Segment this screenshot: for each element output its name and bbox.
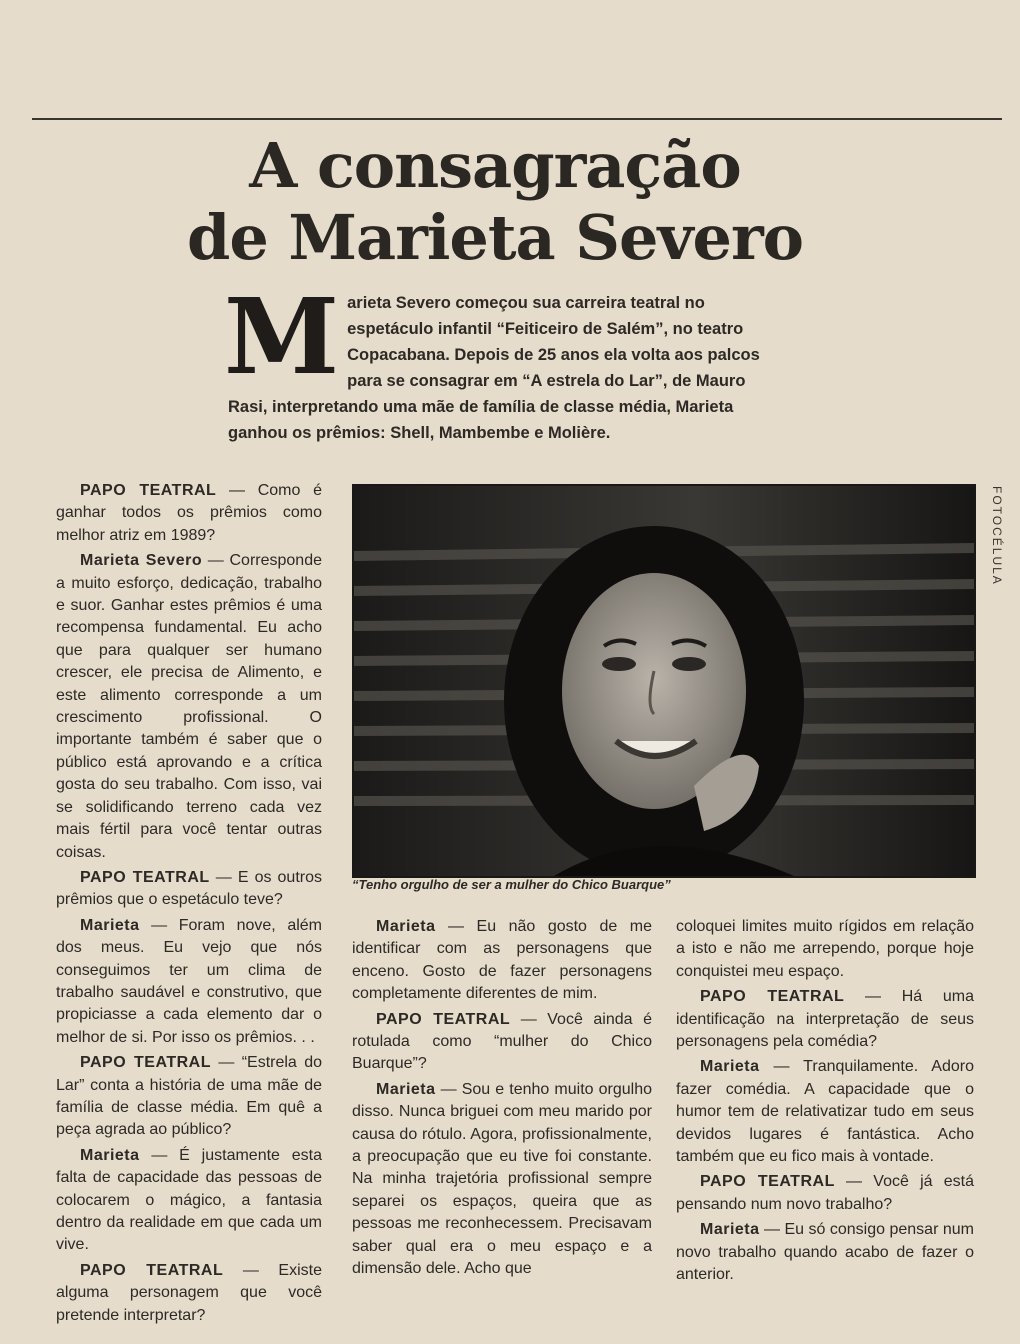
top-rule [32, 118, 1002, 120]
speaker-text: — “Estrela do Lar” conta a história de uma mãe de família de classe média. Em quê a peça agrada ao público? [56, 1054, 322, 1139]
speaker-text: — É justamente esta falta de capacidade das pessoas de colocarem o mágico, a fantasia dentro da realidade em que cada um vive. [56, 1146, 322, 1254]
speaker-text: — Tranquilamente. Adoro fazer comédia. A capacidade que o humor tem de relativatizar tudo em seus devidos lugares é fantástica. Acho também que eu fico mais à vontade. [676, 1058, 974, 1166]
interview-paragraph [676, 1219, 974, 1286]
interview-paragraph [352, 1009, 652, 1076]
headline-line-1: A consagração [249, 129, 741, 202]
speaker-name: PAPO TEATRAL [700, 988, 845, 1006]
interview-column-2 [352, 916, 652, 1284]
speaker-name: Marieta [700, 1058, 760, 1076]
interview-paragraph [56, 480, 322, 547]
speaker-name: PAPO TEATRAL [80, 482, 217, 499]
intro-paragraph [224, 275, 773, 446]
interview-paragraph [676, 1056, 974, 1168]
interview-paragraph [676, 986, 974, 1053]
speaker-text: — Eu só consigo pensar num novo trabalho quando acabo de fazer o anterior. [676, 1221, 974, 1284]
drop-cap: M [224, 275, 340, 398]
speaker-name: PAPO TEATRAL [700, 1173, 835, 1191]
interview-paragraph [676, 916, 974, 983]
interview-paragraph [56, 1052, 322, 1142]
speaker-text: — Eu não gosto de me identificar com as personagens que enceno. Gosto de fazer personagens completamente diferentes de mim. [352, 918, 652, 1003]
interview-paragraph [56, 1145, 322, 1257]
speaker-name: PAPO TEATRAL [80, 1261, 224, 1279]
speaker-name: Marieta [80, 1146, 140, 1164]
speaker-name: Marieta [376, 918, 436, 935]
speaker-text: — E os outros prêmios que o espetáculo teve? [56, 868, 322, 909]
photo-credit: FOTOCÉLULA [990, 486, 1004, 586]
interview-paragraph [352, 916, 652, 1006]
headline [150, 130, 840, 274]
interview-paragraph [56, 1260, 322, 1327]
interview-paragraph [676, 1171, 974, 1216]
speaker-name: Marieta [376, 1080, 436, 1098]
speaker-text: — Sou e tenho muito orgulho disso. Nunca briguei com meu marido por causa do rótulo. Agora, profissionalmente, a preocupação que eu tive foi constante. Na minha trajetória profissional sempre separei os espaços, queira que as pessoas me reconhecessem. Precisavam saber qual era o meu espaço e a dimensão dele. Acho que [352, 1080, 652, 1278]
interview-paragraph [352, 1079, 652, 1281]
photo-caption: “Tenho orgulho de ser a mulher do Chico Buarque” [352, 877, 671, 892]
speaker-text: — Existe alguma personagem que você pretende interpretar? [56, 1261, 322, 1324]
portrait-image [354, 486, 974, 876]
headline-line-2: de Marieta Severo [187, 201, 803, 274]
interview-column-1 [56, 480, 322, 1330]
speaker-text: — Você já está pensando num novo trabalho? [676, 1173, 974, 1213]
intro-text: arieta Severo começou sua carreira teatral no espetáculo infantil “Feiticeiro de Salém”, no teatro Copacabana. Depois de 25 anos ela volta aos palcos para se consagrar em “A estrela do Lar”, de Mauro Rasi, interpretando uma mãe de família de classe média, Marieta ganhou os prêmios: Shell, Mambembe e Molière. [228, 294, 760, 442]
speaker-name: Marieta [80, 916, 140, 934]
interview-paragraph [56, 867, 322, 912]
speaker-name: PAPO TEATRAL [80, 1054, 211, 1072]
speaker-text: — Como é ganhar todos os prêmios como melhor atriz em 1989? [56, 482, 322, 544]
speaker-name: Marieta Severo [80, 552, 203, 570]
speaker-text: — Corresponde a muito esforço, dedicação, trabalho e suor. Ganhar estes prêmios é uma recompensa fundamental. Eu acho que para qualquer ser humano crescer, ele precisa de Alimento, e este alimento corresponde a um crescimento profissional. O importante também é saber que o público está aprovando e a crítica gosta do seu trabalho. Com isso, vai se solidificando terreno cada vez mais fértil para você tentar outras coisas. [56, 552, 322, 861]
speaker-name: Marieta [700, 1221, 760, 1239]
speaker-text: — Você ainda é rotulada como “mulher do Chico Buarque”? [352, 1010, 652, 1073]
speaker-name: PAPO TEATRAL [376, 1010, 511, 1028]
speaker-text: — Há uma identificação na interpretação de seus personagens pela comédia? [676, 988, 974, 1051]
interview-column-3 [676, 916, 974, 1290]
interview-paragraph [56, 550, 322, 864]
speaker-name: PAPO TEATRAL [80, 868, 210, 886]
speaker-text: coloquei limites muito rígidos em relação a isto e não me arrependo, porque hoje conquistei meu espaço. [676, 918, 974, 980]
interview-paragraph [56, 915, 322, 1049]
speaker-text: — Foram nove, além dos meus. Eu vejo que nós conseguimos ter um clima de trabalho saudável e construtivo, que propiciasse a cada elemento dar o melhor de si. Por isso os prêmios. . . [56, 916, 322, 1046]
portrait-photo [352, 484, 976, 878]
